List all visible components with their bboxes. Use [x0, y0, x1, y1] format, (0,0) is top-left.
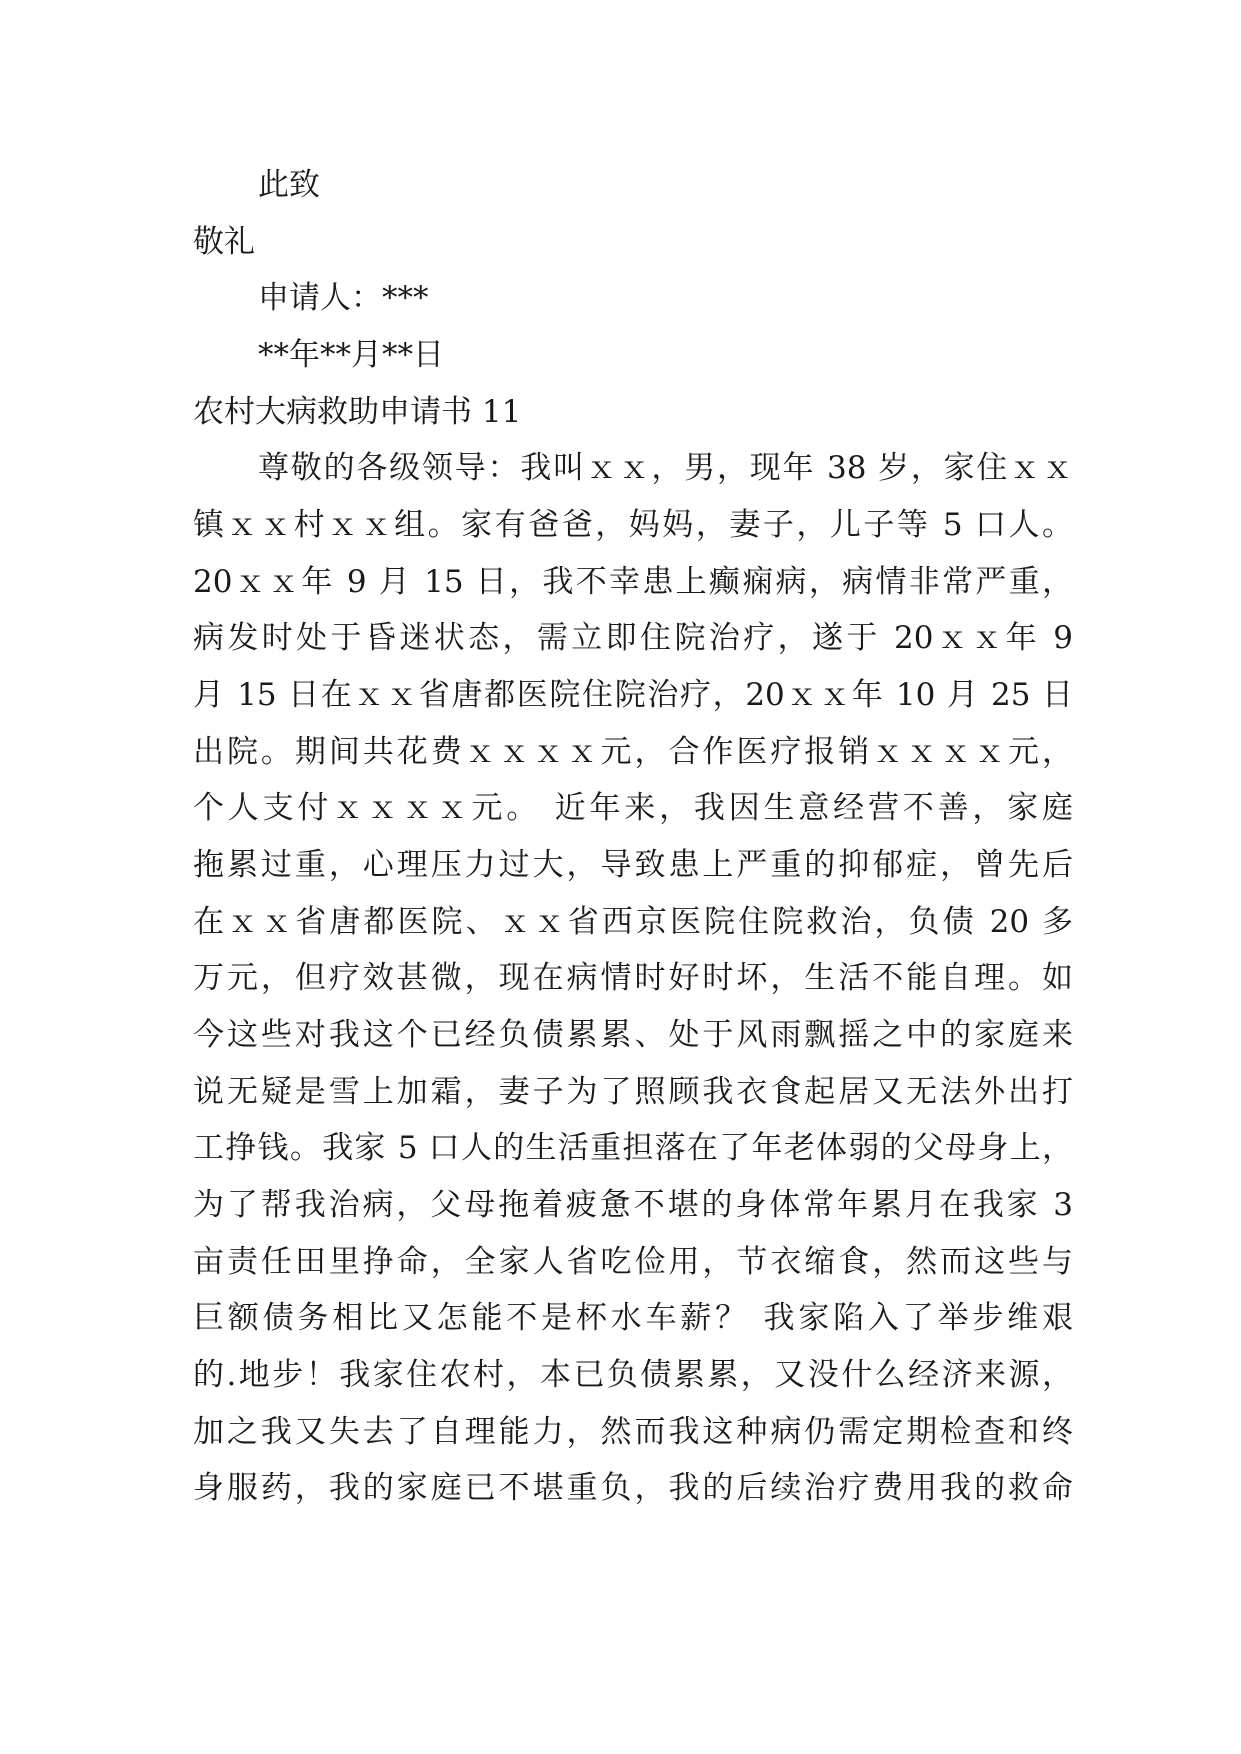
body-line: 尊敬的各级领导：我叫ｘｘ，男，现年 38 岁，家住ｘｘ	[258, 450, 1073, 486]
body-line: 说无疑是雪上加霜，妻子为了照顾我衣食起居又无法外出打	[193, 1074, 1073, 1110]
body-line: 身服药，我的家庭已不堪重负，我的后续治疗费用我的救命	[193, 1470, 1073, 1506]
body-line: 20ｘｘ年 9 月 15 日，我不幸患上癫痫病，病情非常严重，	[193, 564, 1073, 600]
body-line: 为了帮我治病，父母拖着疲惫不堪的身体常年累月在我家 3	[193, 1187, 1073, 1223]
body-line: 镇ｘｘ村ｘｘ组。家有爸爸，妈妈，妻子，儿子等 5 口人。	[193, 507, 1073, 543]
closing-salutation: 此致	[258, 167, 320, 203]
body-line: 亩责任田里挣命，全家人省吃俭用，节衣缩食，然而这些与	[193, 1244, 1073, 1280]
body-line: 拖累过重，心理压力过大，导致患上严重的抑郁症，曾先后	[193, 847, 1073, 883]
closing-regards: 敬礼	[193, 224, 255, 260]
date-line: **年**月**日	[258, 337, 444, 373]
applicant-line: 申请人：***	[258, 280, 429, 316]
body-line: 在ｘｘ省唐都医院、ｘｘ省西京医院住院救治，负债 20 多	[193, 904, 1073, 940]
body-line: 个人支付ｘｘｘｘ元。 近年来，我因生意经营不善，家庭	[193, 790, 1073, 826]
body-line: 月 15 日在ｘｘ省唐都医院住院治疗，20ｘｘ年 10 月 25 日	[193, 677, 1073, 713]
body-line: 病发时处于昏迷状态，需立即住院治疗，遂于 20ｘｘ年 9	[193, 620, 1073, 656]
body-line: 巨额债务相比又怎能不是杯水车薪？ 我家陷入了举步维艰	[193, 1300, 1073, 1336]
body-line: 加之我又失去了自理能力，然而我这种病仍需定期检查和终	[193, 1414, 1073, 1450]
body-line: 的.地步！我家住农村，本已负债累累，又没什么经济来源，	[193, 1357, 1073, 1393]
body-line: 今这些对我这个已经负债累累、处于风雨飘摇之中的家庭来	[193, 1017, 1073, 1053]
document-title: 农村大病救助申请书 11	[193, 394, 522, 430]
body-line: 万元，但疗效甚微，现在病情时好时坏，生活不能自理。如	[193, 960, 1073, 996]
body-line: 工挣钱。我家 5 口人的生活重担落在了年老体弱的父母身上，	[193, 1130, 1073, 1166]
body-line: 出院。期间共花费ｘｘｘｘ元，合作医疗报销ｘｘｘｘ元，	[193, 734, 1073, 770]
